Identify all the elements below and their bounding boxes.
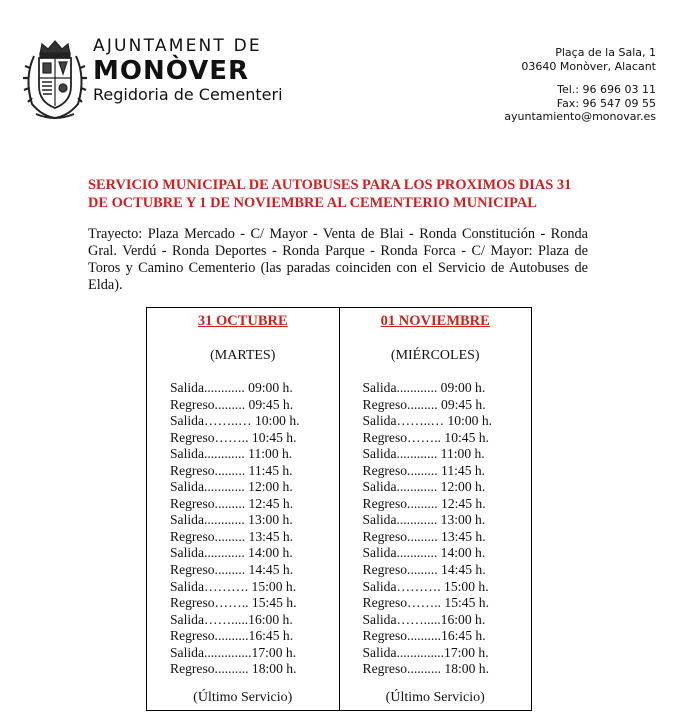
schedule-row: Salida………. 15:00 h.	[362, 578, 489, 594]
notice-title: SERVICIO MUNICIPAL DE AUTOBUSES PARA LOS PROXIMOS DIAS 31 DE OCTUBRE Y 1 DE NOVIEMBRE AL CEMENTERIO MUNICIPAL	[88, 177, 572, 211]
schedule-row: Regreso......... 09:45 h.	[170, 396, 294, 412]
schedule-row: Regreso......... 11:45 h.	[362, 462, 486, 478]
schedule-row: Regreso…….. 10:45 h.	[170, 429, 297, 445]
column-weekday: (MARTES)	[210, 348, 276, 363]
column-weekday: (MIÉRCOLES)	[390, 348, 480, 363]
schedule-row: Regreso......... 09:45 h.	[362, 396, 486, 412]
department-name: Regidoria de Cementeri	[93, 85, 283, 104]
schedule-row: Regreso.......... 18:00 h.	[362, 661, 489, 677]
column-footer: (Último Servicio)	[193, 690, 293, 705]
column-date: 31 OCTUBRE	[197, 313, 288, 329]
schedule-row: Regreso......... 12:45 h.	[170, 495, 294, 511]
timetable-column-oct31	[147, 308, 339, 710]
schedule-row: Regreso..........16:45 h.	[170, 628, 294, 644]
schedule-row: Regreso......... 14:45 h.	[170, 562, 294, 578]
schedule-row: Salida............ 13:00 h.	[170, 512, 293, 528]
schedule-row: Salida..............17:00 h.	[170, 644, 297, 660]
schedule-row: Regreso......... 12:45 h.	[362, 495, 486, 511]
address-line-1: Plaça de la Sala, 1	[555, 46, 656, 59]
schedule-row: Salida............ 09:00 h.	[362, 380, 486, 395]
column-date: 01 NOVIEMBRE	[380, 313, 490, 329]
schedule-row: Regreso…….. 15:45 h.	[170, 595, 297, 611]
schedule-row: Salida............ 14:00 h.	[170, 545, 293, 561]
schedule-row: Salida……..… 10:00 h.	[170, 413, 300, 429]
schedule-row: Salida………. 15:00 h.	[170, 578, 297, 594]
schedule-row: Salida..............17:00 h.	[362, 644, 489, 660]
schedule-row: Salida…….....16:00 h.	[362, 611, 486, 627]
schedule-row: Salida……..… 10:00 h.	[362, 413, 493, 429]
schedule-row: Regreso......... 14:45 h.	[362, 562, 486, 578]
schedule-row: Salida............ 11:00 h.	[170, 446, 293, 462]
address-line-2: 03640 Monòver, Alacant	[521, 59, 656, 73]
schedule-row: Regreso…….. 15:45 h.	[362, 595, 489, 611]
schedule-row: Salida............ 12:00 h.	[362, 479, 486, 495]
org-line-1: AJUNTAMENT DE	[93, 36, 262, 56]
schedule-row: Regreso......... 13:45 h.	[362, 528, 486, 544]
schedule-row: Salida............ 13:00 h.	[362, 512, 486, 528]
org-name: MONÒVER	[93, 56, 250, 86]
email-address[interactable]: ayuntamiento@monovar.es	[504, 110, 656, 123]
timetable-column-nov01	[339, 308, 532, 710]
route-description: Trayecto: Plaza Mercado - C/ Mayor - Venta de Blai - Ronda Constitución - Ronda Gral. Verdú - Ronda Deportes - Ronda Parque - Ronda Forca - C/ Mayor: Plaza de Toros y Camino Cementerio (las paradas coinciden con el Servicio de Autobuses de Elda).	[88, 226, 588, 293]
departure-list	[147, 380, 339, 678]
fax-number: Fax: 96 547 09 55	[556, 96, 656, 110]
schedule-row: Regreso.......... 18:00 h.	[170, 661, 297, 677]
schedule-row: Salida............ 09:00 h.	[170, 380, 293, 395]
municipal-crest-icon	[22, 38, 88, 122]
schedule-row: Salida............ 12:00 h.	[170, 479, 293, 495]
schedule-row: Regreso......... 13:45 h.	[170, 528, 294, 544]
schedule-row: Regreso......... 11:45 h.	[170, 462, 293, 478]
schedule-row: Salida............ 14:00 h.	[362, 545, 486, 561]
schedule-row: Salida…….....16:00 h.	[170, 611, 293, 627]
phone-number: Tel.: 96 696 03 11	[557, 83, 656, 96]
schedule-row: Salida............ 11:00 h.	[362, 446, 485, 462]
column-footer: (Último Servicio)	[385, 690, 485, 705]
municipality-brand	[93, 36, 283, 104]
bus-timetable	[146, 307, 532, 711]
schedule-row: Regreso..........16:45 h.	[362, 628, 486, 644]
departure-list	[340, 380, 532, 678]
schedule-row: Regreso…….. 10:45 h.	[362, 429, 489, 445]
contact-info	[504, 46, 656, 124]
